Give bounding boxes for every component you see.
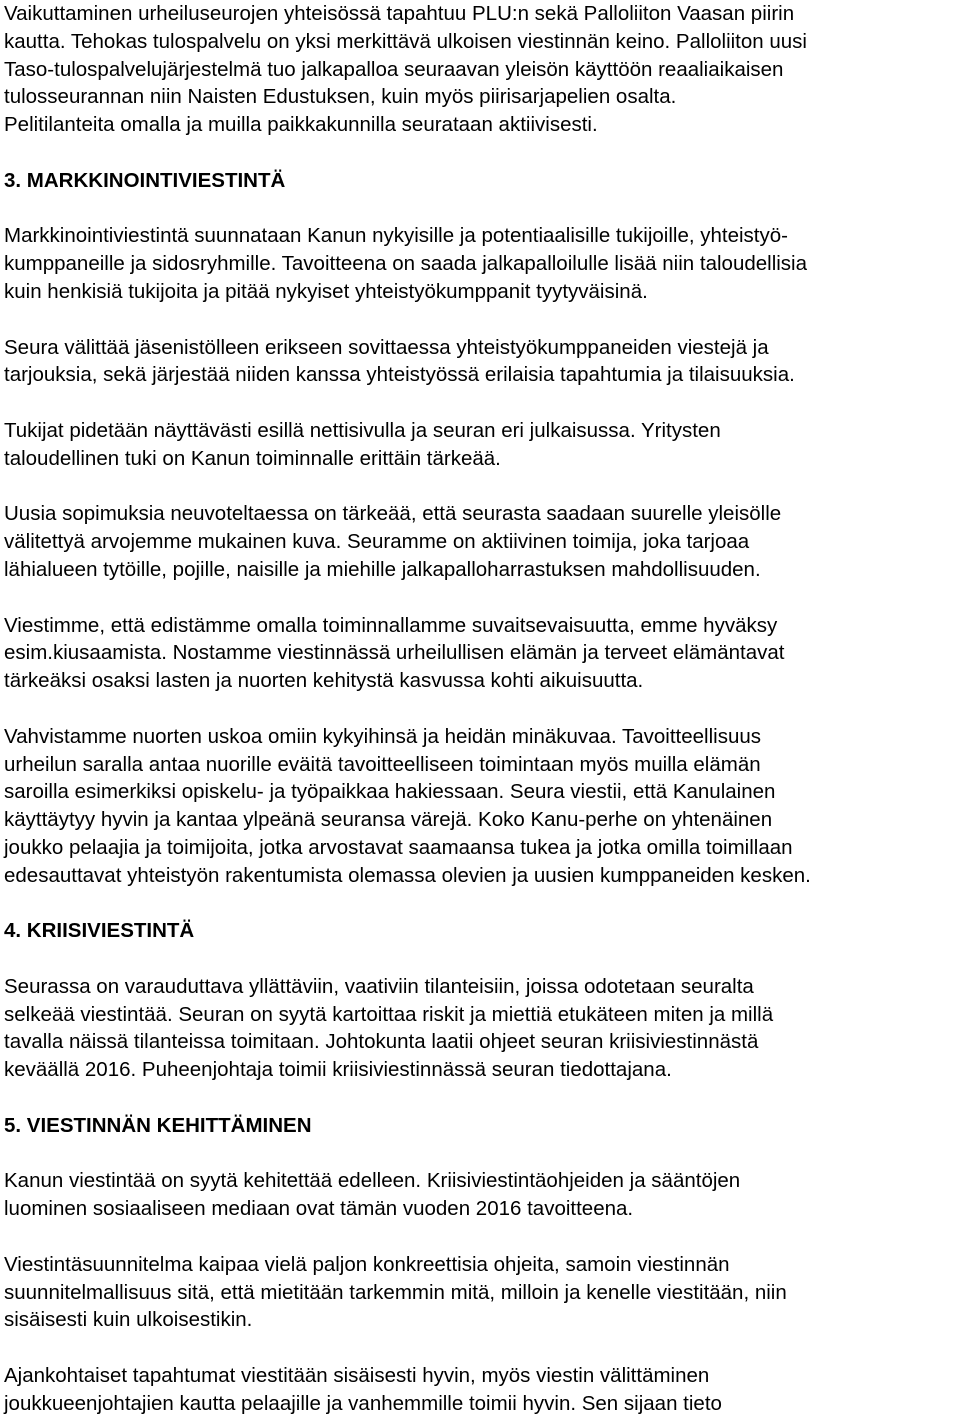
section-heading-kriisiviestinta: 4. KRIISIVIESTINTÄ xyxy=(4,919,195,943)
body-paragraph: Seura välittää jäsenistölleen erikseen sovittaessa yhteistyökumppaneiden viestejä ja tarjouksia, sekä järjestää niiden kanssa yhteistyössä erilaisia tapahtumia ja tilaisuuksia. xyxy=(4,335,795,387)
section-heading-viestinnan-kehittaminen: 5. VIESTINNÄN KEHITTÄMINEN xyxy=(4,1113,312,1137)
body-paragraph: Viestintäsuunnitelma kaipaa vielä paljon konkreettisia ohjeita, samoin viestinnän suunnitelmallisuus sitä, että mietitään tarkemmin mitä, milloin ja kenelle viestitään, niin sisäisesti kuin ulkoisestikin. xyxy=(4,1252,787,1332)
body-paragraph: Markkinointiviestintä suunnataan Kanun nykyisille ja potentiaalisille tukijoille, yhteistyö- kumppaneille ja sidosryhmille. Tavoitteena on saada jalkapalloilulle lisää niin taloudellisia kuin henkisiä tukijoita ja pitää nykyiset yhteistyökumppanit tyytyväisinä. xyxy=(4,224,808,303)
body-paragraph: Vahvistamme nuorten uskoa omiin kykyihinsä ja heidän minäkuvaa. Tavoitteellisuus urheilun saralla antaa nuorille eväitä tavoitteelliseen toimintaan myös muilla elämän saroilla esimerkiksi opiskelu- ja työpaikkaa hakiessaan. Seura viestii, että Kanulainen käyttäytyy hyvin ja kantaa ylpeänä seuransa värejä. Koko Kanu-perhe on yhtenäinen joukko pelaajia ja toimijoita, jotka arvostavat saamaansa tukea ja jotka omilla toimillaan edesauttavat yhteistyön rakentumista olemassa olevien ja uusien kumppaneiden kesken. xyxy=(4,724,811,887)
document-page xyxy=(4,0,956,1418)
body-paragraph: Seurassa on varauduttava yllättäviin, vaativiin tilanteisiin, joissa odotetaan seuralta selkeää viestintää. Seuran on syytä kartoittaa riskit ja miettiä etukäteen miten ja millä tavalla näissä tilanteissa toimitaan. Johtokunta laatii ohjeet seuran kriisiviestinnästä keväällä 2016. Puheenjohtaja toimii kriisiviestinnässä seuran tiedottajana. xyxy=(4,974,774,1082)
body-paragraph: Uusia sopimuksia neuvoteltaessa on tärkeää, että seurasta saadaan suurelle yleisölle välitettyä arvojemme mukainen kuva. Seuramme on aktiivinen toimija, joka tarjoaa lähialueen tytöille, pojille, naisille ja miehille jalkapalloharrastuksen mahdollisuuden. xyxy=(4,502,782,581)
body-paragraph: Kanun viestintää on syytä kehitettää edelleen. Kriisiviestintäohjeiden ja sääntöjen luominen sosiaaliseen mediaan ovat tämän vuoden 2016 tavoitteena. xyxy=(4,1169,741,1221)
section-heading-markkinointiviestinta: 3. MARKKINOINTIVIESTINTÄ xyxy=(4,168,286,192)
intro-paragraph: Vaikuttaminen urheiluseurojen yhteisössä tapahtuu PLU:n sekä Palloliiton Vaasan piirin kautta. Tehokas tulospalvelu on yksi merkittävä ulkoisen viestinnän keino. Palloliiton uusi Taso-tulospalvelujärjestelmä tuo jalkapalloa seuraavan yleisön käyttöön reaaliaikaisen tulosseurannan niin Naisten Edustuksen, kuin myös piirisarjapelien osalta. Pelitilanteita omalla ja muilla paikkakunnilla seurataan aktiivisesti. xyxy=(4,2,807,137)
body-paragraph: Ajankohtaiset tapahtumat viestitään sisäisesti hyvin, myös viestin välittäminen joukkueenjohtajien kautta pelaajille ja vanhemmille toimii hyvin. Sen sijaan tieto xyxy=(4,1364,722,1415)
body-paragraph: Viestimme, että edistämme omalla toiminnallamme suvaitsevaisuutta, emme hyväksy esim.kiusaamista. Nostamme viestinnässä urheilullisen elämän ja terveet elämäntavat tärkeäksi osaksi lasten ja nuorten kehitystä kasvussa kohti aikuisuutta. xyxy=(4,613,785,693)
body-paragraph: Tukijat pidetään näyttävästi esillä nettisivulla ja seuran eri julkaisussa. Yritysten taloudellinen tuki on Kanun toiminnalle erittäin tärkeää. xyxy=(4,418,721,470)
